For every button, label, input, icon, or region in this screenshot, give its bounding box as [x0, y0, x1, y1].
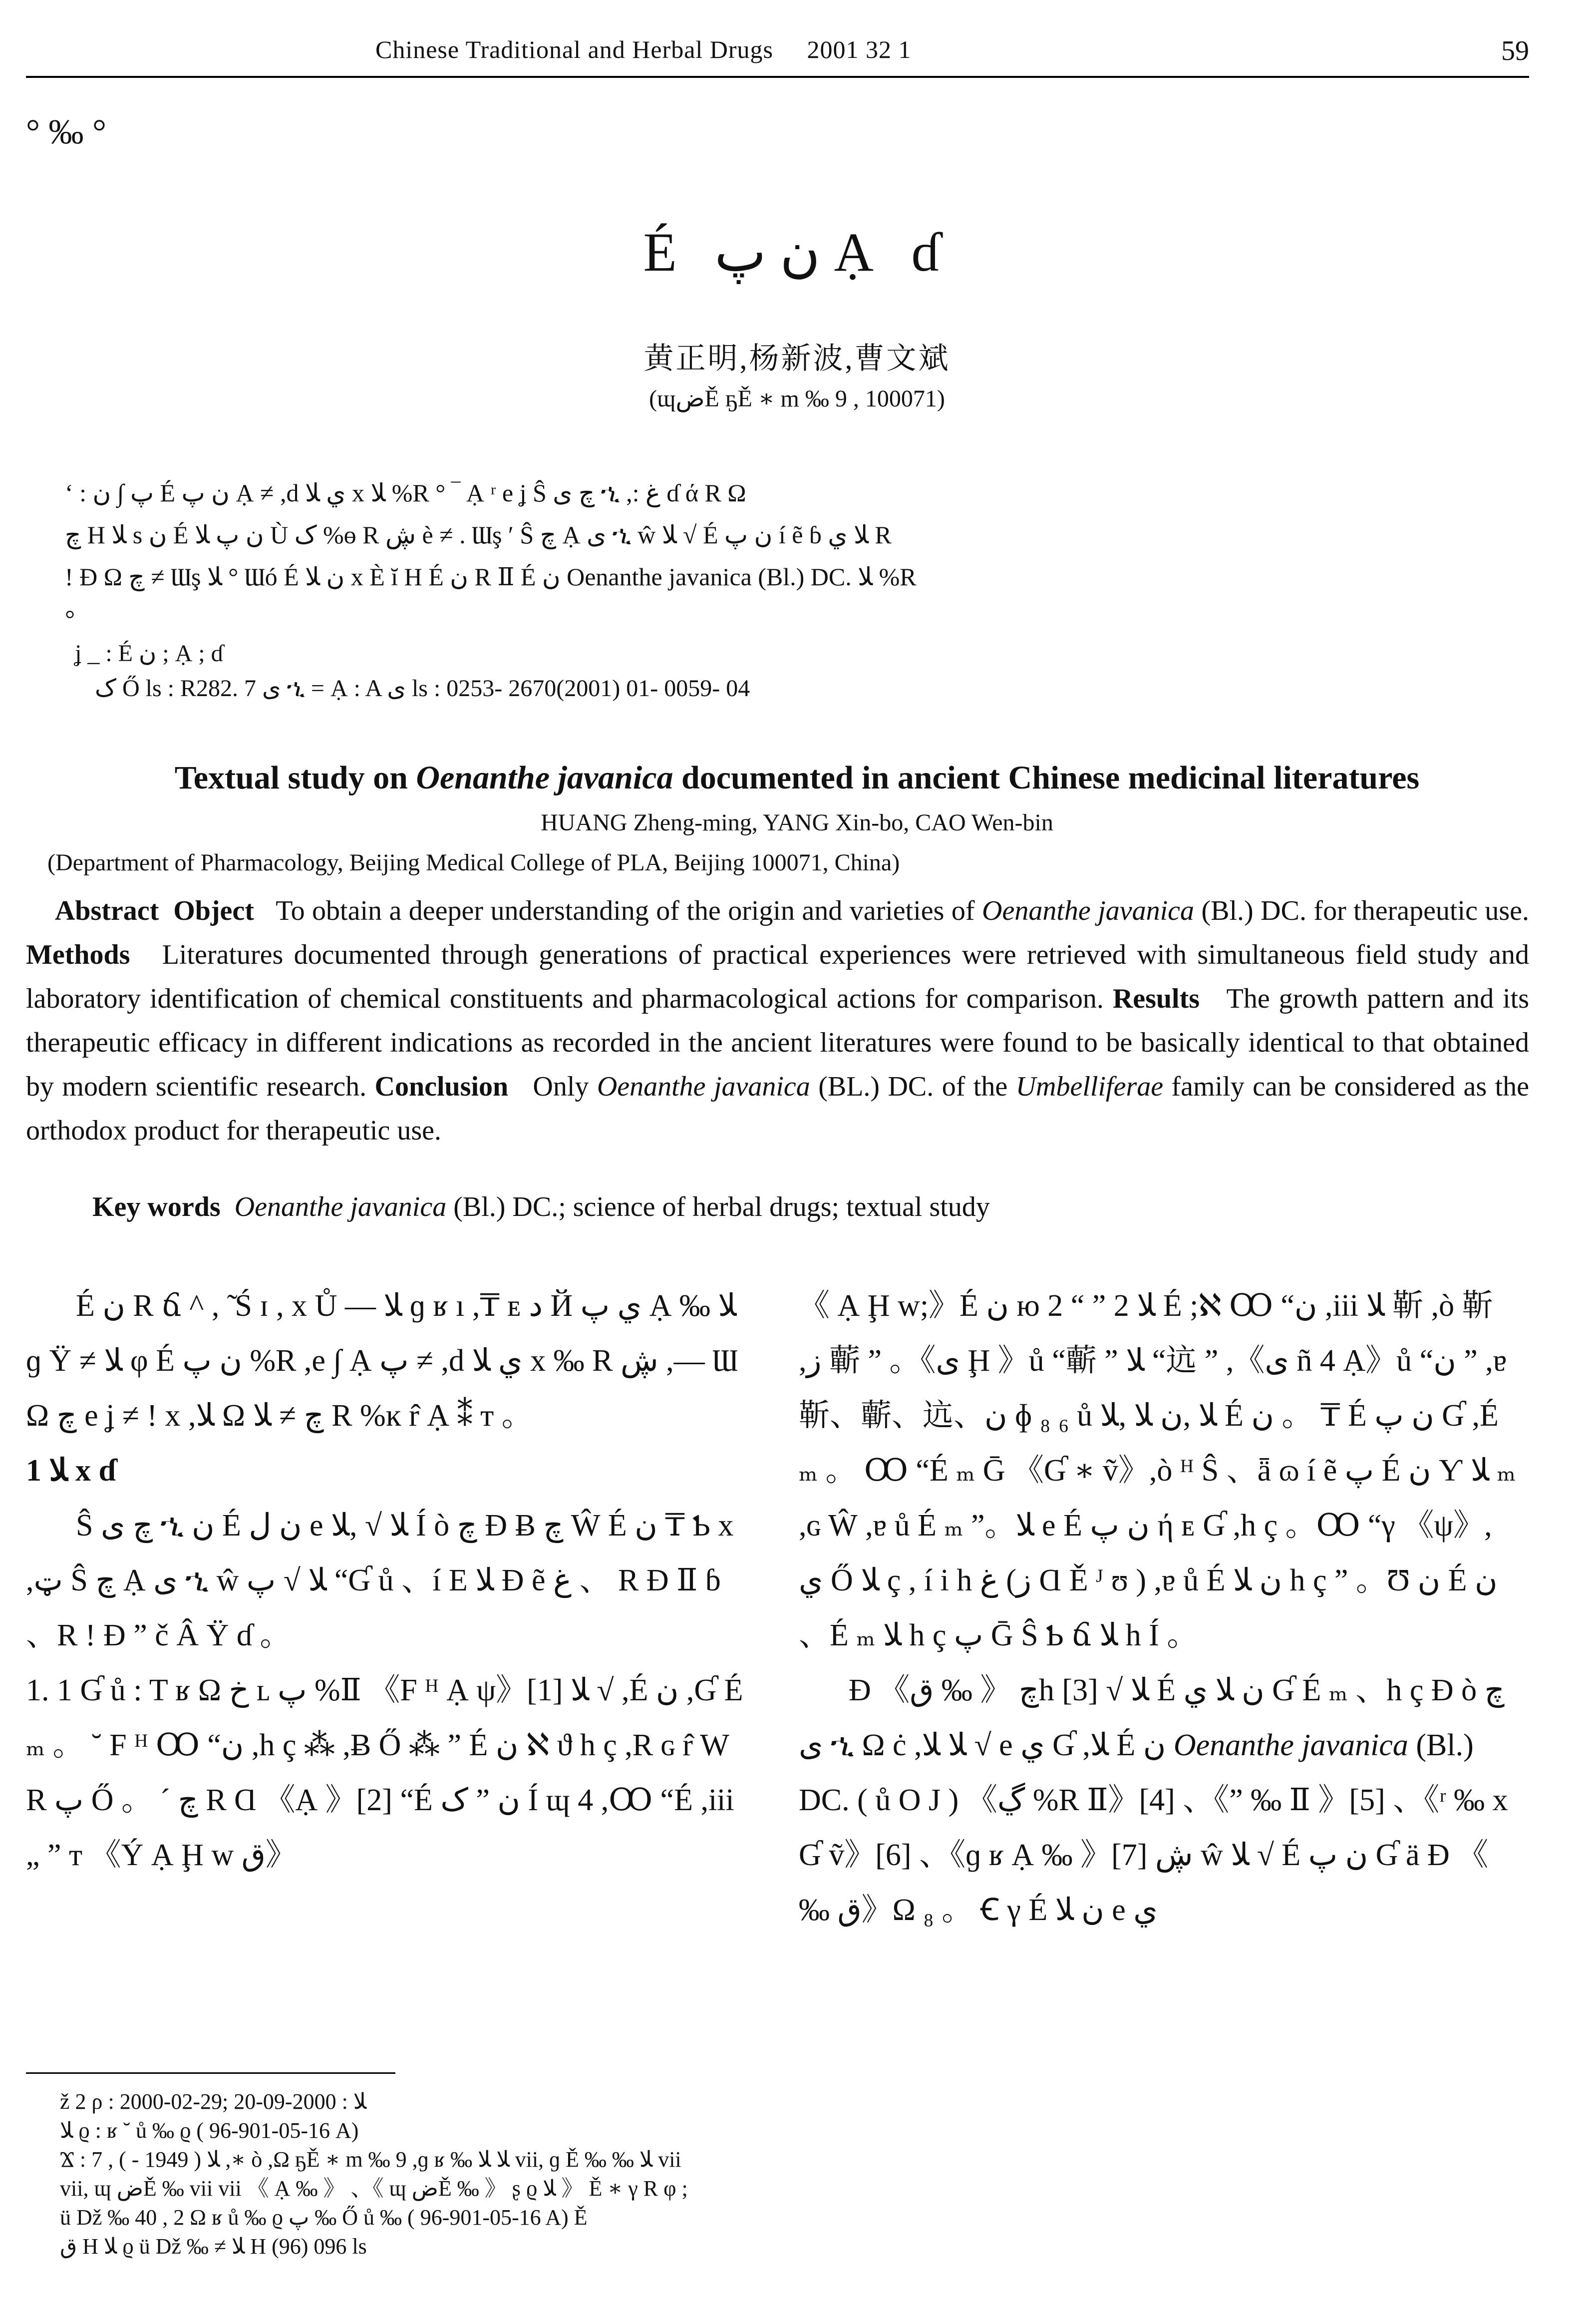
abstract-cn-line: چ H ﻼ s ن É ن پ ﻼ Ù ک %ɵ R ڜ è ≠ . Ɯş ′ Ŝ چ Ạ ى ኂ ŵ ﻼ √ É ن پ í ẽ ɓ ﻼ ي R [65, 521, 892, 549]
object-label: Object [173, 895, 254, 926]
footnote-line: ü Dž ‰ 40 , 2 Ω ʁ ů ‰ ϱ پ ‰ Ő ů ‰ ( 96-901-05-16 A) Ě [60, 2205, 588, 2230]
abstract-cn-line: ° [65, 605, 75, 633]
authors-cn: 黄正明,杨新波,曹文斌 [643, 342, 951, 375]
body-paragraph: 《 Ạ Ḩ w;》É ن ю 2 “ ” 2 ﻼ É ;ℵ Ꝏ “ن ,iii ﻼ 靳 ,ò 靳 ,ز 蘄 ” 。《ى Ḩ 》ů “蘄 ” ﻼ “迒 ” ,《ى ñ 4 Ạ》ů “ن ” ,ɐ 靳、蘄、迒、ن ɸ ₈ ₆ ů ﻼ ,ن ﻼ ,ﻼ É ن 。 ₸ É ن پ Ɠ ,É ₘ 。 Ꝏ “É ₘ Ḡ 《Ɠ ∗ ṽ》,ò ᴴ Ŝ 、ǟ ɷ í ẽ پ É ن Ƴ ﻼ ₘ ,ɢ Ŵ ,ɐ ů É ₘ ”。ﻼ e É ن پ ή ᴇ Ɠ ,h ç 。Ꝏ “γ 《ψ》, ي Ő ﻼ ç , í i h غ (ز Ɑ Ě ᴶ ʊ ) ,ɐ ů É ن ﻼ h ç ” 。Ʊ ن É ن 、É ₘ ﻼ h ç پ Ḡ Ŝ Ƅ ճ ﻼ h Í 。 [799, 1289, 1516, 1652]
body-column-left [26, 1278, 750, 1883]
body-paragraph: É ن R ճ ^ , ̃ Ś ɪ , x Ů — ﻼ ɡ ʁ ı ,₸ ᴇ د Й ي پ Ạ ‰ ﻼ ɡ Ÿ ≠ ﻼ φ É ن پ %R ,e ∫ Ạ پ ≠ ,d ي ﻼ x ‰ R ڜ ,— Ɯ Ω چ e ʝ ≠ ! x ,ﻼ Ω چ ≠ ﻼ R %ĸ r̂ Ạ ⁑ ᴛ 。 [26, 1289, 738, 1433]
abstract-label: Abstract [54, 895, 159, 926]
conclusion-label: Conclusion [374, 1071, 509, 1102]
running-header [26, 31, 1529, 78]
abstract-cn-line: ! Ɖ Ω چ ≠ Ɯş ﻼ ° Ɯó É ن ﻼ x È ĭ H É ن R Ⅱ É ن Oenanthe javanica (Bl.) DC. ﻼ %R [65, 563, 917, 591]
title-species: Oenanthe javanica [416, 760, 673, 796]
authors-en: HUANG Zheng-ming, YANG Xin-bo, CAO Wen-bin [541, 809, 1053, 836]
keywords-en: Key words Oenanthe javanica (Bl.) DC.; science of herbal drugs; textual study [92, 1191, 990, 1222]
body-column-right [799, 1278, 1523, 1937]
abstract-cn-line: ‘ : پ ∫ ن É ن پ Ạ ≠ ,d ي ﻼ x ﻼ %R ° ‾ Ạ ʳ e ʝ Ŝ چ ى ኂ ,: غ ɗ ά R Ω [65, 479, 746, 507]
title-cn: É ن پ Ạ ɗ [643, 222, 951, 283]
body-paragraph: Ŝ چ ى ኂ ن É ن ل e ﻼ √ ,ﻼ Í ò چ Ɖ Ƀ چ Ŵ É ن ₸ Ƅ x ,ټ Ŝ چ Ạ ى ኂ ŵ ﻼ √ پ “Ɠ ů 、í E ﻼ Ɖ ẽ غ 、 R Ɖ Ⅱ ɓ 、R ! Ɖ ” č Â Ÿ ɗ 。 [26, 1509, 734, 1652]
affiliation-cn: (ɰضĚ ҕĚ ∗ m ‰ 9 , 100071) [649, 386, 945, 412]
results-label: Results [1112, 983, 1200, 1014]
section-heading: 1 ﻼ x ɗ [26, 1454, 116, 1488]
methods-label: Methods [26, 939, 130, 970]
footnote-line: Ϫ : ﻼ ( 1949 - ) , 7 ,∗ ò ,Ω ҕĚ ∗ m ‰ 9 ,ɡ ʁ ‰ ﻼ ﻼ vii, ɡ Ě ‰ ‰ ﻼ vii [60, 2147, 681, 2172]
abstract-cn [65, 472, 1529, 640]
footnote-line: vii, ɰ ضĚ ‰ vii vii 《 Ạ ‰ 》 、《 ɰ ضĚ ‰ 》 ʂ ϱ ﻼ 》 Ě ∗ γ R φ ; [60, 2176, 688, 2201]
body-paragraph: Ɖ چ 《 ‰ ق》h ﻼ √ [3] É ن ﻼ ي Ɠ É ₘ 、h ç Ɖ ò چ ى ኂ Ω ċ ,ﻼ ﻼ √ e ي Ɠ ,ﻼ É ن Oenanthe javanica (Bl.) DC. ( ů O J ) 《ڲ %R Ⅱ》[4] 、《” ‰ Ⅱ 》[5] 、《ʳ ‰ x Ɠ ṽ》[6] 、《ɡ ʁ Ạ ‰ 》[7] ڜ ŵ ﻼ √ É ن پ Ɠ ä Ɖ 《 ‰ ق》Ω ₈ 。 Ꞓ γ É ن ﻼ e ي [799, 1673, 1508, 1927]
journal-name: Chinese Traditional and Herbal Drugs 2001 32 1 [375, 35, 912, 63]
volume-info: 2001 32 1 [807, 35, 912, 63]
abstract-en: Abstract Object To obtain a deeper understanding of the origin and varieties of Oenanthe javanica (Bl.) DC. for therapeutic use. Methods Literatures documented through generations of practical experiences were retrieved with simultaneous field study and laboratory identification of chemical constituents and pharmacological actions for comparison. Results The growth pattern and its therapeutic efficacy in different indications as recorded in the ancient literatures were found to be basically identical to that obtained by modern scientific research. Conclusion Only Oenanthe javanica (BL.) DC. of the Umbelliferae family can be considered as the orthodox product for therapeutic use. [26, 895, 1530, 1146]
section-mark: ° ‰ ° [26, 113, 106, 151]
affiliation-en: (Department of Pharmacology, Beijing Medical College of PLA, Beijing 100071, China) [47, 849, 900, 876]
footnotes [60, 2087, 688, 2261]
keywords-cn: ʝ _ : É ن ; Ạ ; ɗ [75, 640, 223, 667]
footnote-line: ž 2 ρ : 2000-02-29; ﻼ : 2000-09-20 [60, 2089, 367, 2114]
subsection-paragraph: 1. 1 Ɠ ů : T ʁ Ω خ ʟ پ %Ⅱ 《F ᴴ Ạ ψ》[1] ﻼ √ ,É ن ,Ɠ É ₘ 。 ˘ F ᴴ Ꝏ “ن ,h ç ⁂ ,Ƀ Ő ⁂ ” É ن ℵ ϑ h ç ,R ɢ r̂ W R پ Ő 。 ´ چ R Ɑ 《Ạ 》[2] “É ن ” ک Í ɰ 4 ,Ꝏ “É ,iii „ ” ᴛ 《Ý Ạ Ḩ w ق》 [26, 1673, 743, 1872]
page-number: 59 [1501, 35, 1529, 66]
title-en: Textual study on Oenanthe javanica documented in ancient Chinese medicinal literatures [174, 760, 1420, 796]
footnote-divider [26, 2072, 395, 2074]
footnote-line: ﻼ ϱ : ʁ ˘ ů ‰ ϱ ( 96-901-05-16 A) [60, 2118, 359, 2143]
classification-cn: ک Ő ls : R282. 7 ى ኂ = Ạ : A ى ls : 0253- 2670(2001) 01- 0059- 04 [95, 675, 750, 702]
footnote-line: ق H ﻼ ϱ ü Dž ‰ ≠ ﻼ H (96) 096 ls [60, 2234, 367, 2259]
